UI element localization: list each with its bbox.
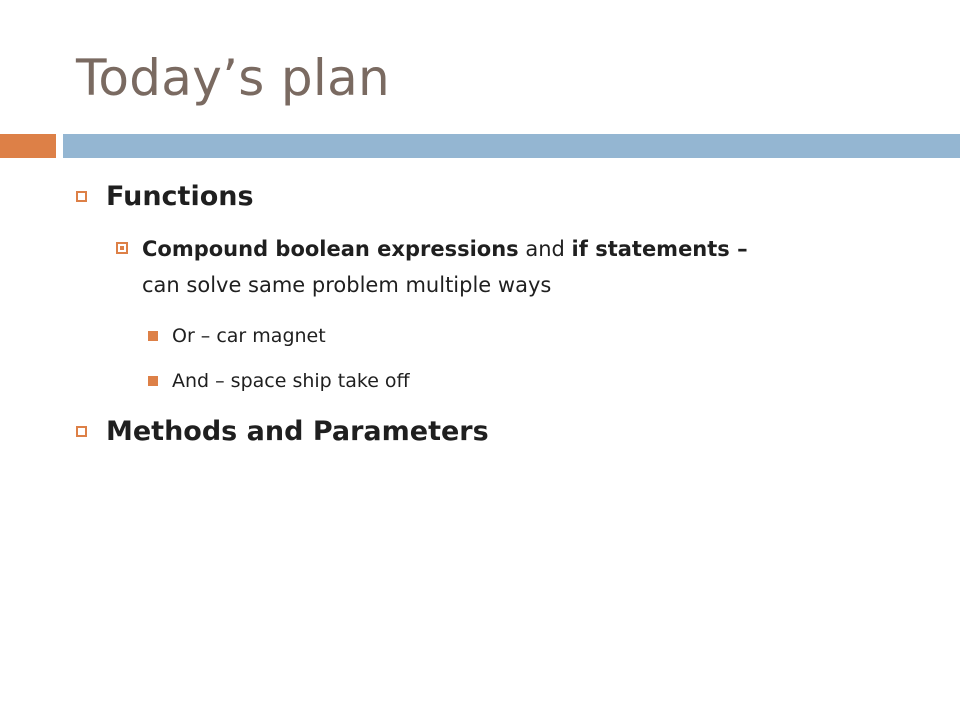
bullet-text: Methods and Parameters [106, 416, 489, 447]
sub-bullet-text [142, 231, 916, 303]
framed-square-bullet-icon [116, 242, 128, 254]
hollow-square-bullet-icon [76, 426, 87, 437]
text-run: and [518, 237, 572, 261]
bullet-text: Functions [106, 181, 254, 212]
filled-square-bullet-icon [148, 376, 158, 386]
title-rule-bar [63, 134, 960, 158]
text-run-bold: Compound boolean expressions [142, 237, 519, 261]
hollow-square-bullet-icon [76, 191, 87, 202]
bullet-item-functions [76, 181, 254, 212]
bullet-item-methods [76, 416, 489, 447]
sub-sub-bullet-text: And – space ship take off [172, 370, 410, 392]
sub-sub-bullet-text: Or – car magnet [172, 325, 326, 347]
text-run-bold: – [729, 237, 748, 261]
sub-sub-bullet-item [148, 370, 410, 392]
sub-bullet-item [116, 231, 916, 303]
slide-title: Today’s plan [76, 49, 391, 107]
filled-square-bullet-icon [148, 331, 158, 341]
text-run: can solve same problem multiple ways [142, 273, 552, 297]
sub-sub-bullet-item [148, 325, 326, 347]
title-rule-accent [0, 134, 56, 158]
text-run-bold: if statements [571, 237, 730, 261]
